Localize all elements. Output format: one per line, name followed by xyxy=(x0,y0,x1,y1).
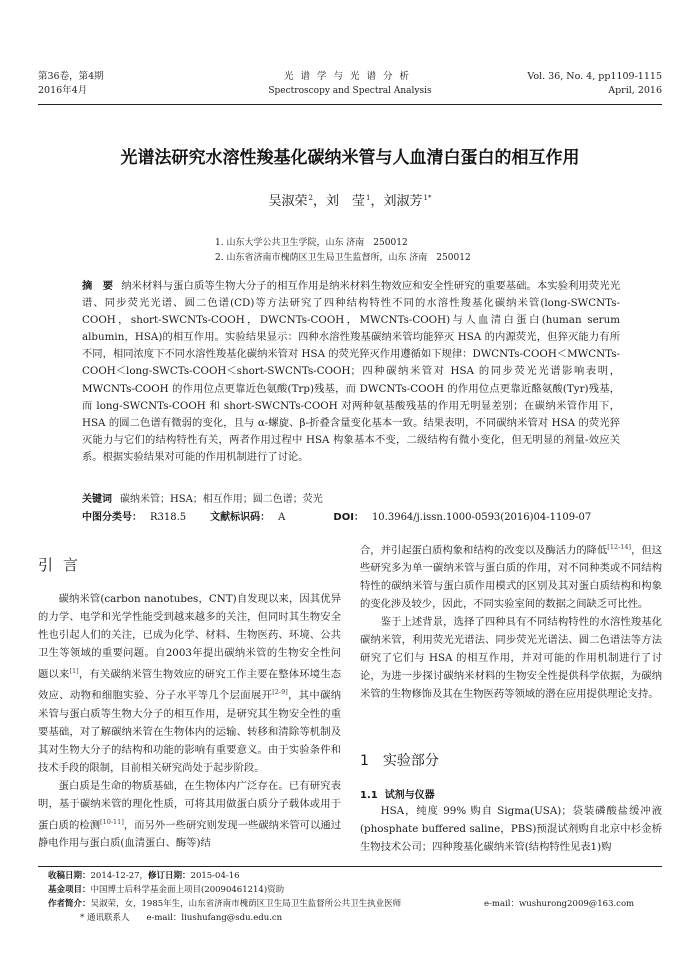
section-1-1-text-block xyxy=(360,802,662,856)
citation: [10-11] xyxy=(100,817,124,826)
journal-volume-info xyxy=(38,70,218,98)
classification-line xyxy=(82,508,662,523)
affiliation-2: 2. 山东省济南市槐荫区卫生局卫生监督所，山东 济南 250012 xyxy=(215,253,471,263)
subsection-1-1-heading xyxy=(360,786,435,801)
left-column xyxy=(38,590,341,852)
paper-title: 光谱法研究水溶性羧基化碳纳米管与人血清白蛋白的相互作用 xyxy=(120,148,580,168)
author-email[interactable]: e-mail：wushurong2009@163.com xyxy=(484,899,635,909)
volume-issue: 第36卷，第4期 xyxy=(38,71,104,82)
received-label: 收稿日期： xyxy=(48,871,91,881)
affiliation-1: 1. 山东大学公共卫生学院，山东 济南 250012 xyxy=(215,238,408,248)
intro-p2-end: ，而另外一些研究则发现一些碳纳米管可以通过静电作用与蛋白质(血清蛋白、酶等)结 xyxy=(38,819,342,850)
citation: [2-9] xyxy=(272,688,288,697)
author-separator: ， xyxy=(312,194,326,209)
intro-paragraph-2 xyxy=(38,777,341,852)
doi-label: DOI： xyxy=(333,512,364,523)
journal-name-cn: 光谱学与光谱分析 xyxy=(283,71,416,82)
subsection-number: 1.1 xyxy=(360,790,378,801)
section-title: 实验部分 xyxy=(382,753,439,769)
bio-label: 作者简介： xyxy=(48,899,91,909)
author-name: 刘淑芳 xyxy=(383,194,423,209)
doi-value: 10.3964/j.issn.1000-0593(2016)04-1109-07 xyxy=(371,512,592,523)
intro-p2-text: 蛋白质是生命的物质基础，在生物体内广泛存在。已有研究表明，基于碳纳米管的理化性质，可将其用做蛋白质分子载体或用于蛋白质的检测 xyxy=(38,779,341,832)
doc-code-value: A xyxy=(278,512,286,523)
clc-value: R318.5 xyxy=(150,512,187,523)
section-1-1-text: HSA，纯度 99% 购自 Sigma(USA)；袋装磷酸盐缓冲液(phosphate buffered saline，PBS)预混试剂购自北京中杉金桥生物技术公司；四种羧基化碳纳米管(结构特性见表1)购 xyxy=(360,805,662,853)
clc-label: 中图分类号： xyxy=(82,512,142,523)
author-name: 刘 莹 xyxy=(326,194,366,209)
author-name: 吴淑荣 xyxy=(268,194,308,209)
abstract xyxy=(82,278,620,466)
keywords xyxy=(82,490,620,505)
keywords-label: 关键词 xyxy=(82,494,112,505)
author-affiliation-mark: 1 xyxy=(366,193,371,202)
intro-p1-mid: ，有关碳纳米管生物效应的研究工作主要在整体环境生态效应、动物和细胞实验、分子水平等几个层面展开 xyxy=(38,668,342,702)
footnote-fund xyxy=(48,884,668,897)
section-number: 1 xyxy=(360,753,369,769)
subsection-title: 试剂与仪器 xyxy=(384,790,435,801)
intro-p1-end: ，其中碳纳米管与蛋白质等生物大分子的相互作用，是研究其生物安全性的重要基础，对了解碳纳米管在生物体内的运输、转移和清除等机制及其对生物大分子的结构和功能的影响有重要意义。由于实验条件和技术手段的限制，目前相关研究尚处于起步阶段。 xyxy=(38,689,342,774)
footnote-divider xyxy=(38,866,662,867)
fund-value: 中国博士后科学基金面上项目(20090461214)资助 xyxy=(90,885,285,895)
author-affiliation-mark: 2 xyxy=(308,193,313,202)
abstract-text: 纳米材料与蛋白质等生物大分子的相互作用是纳米材料生物效应和安全性研究的重要基础。本实验利用荧光光谱、同步荧光光谱、圆二色谱(CD)等方法研究了四种结构特性不同的水溶性羧基化碳纳米管(long-SWCNTs-COOH，short-SWCNTs-COOH，DWCNTs-COOH，MWCNTs-COOH)与人血清白蛋白(human serum albumin，HSA)的相互作用。实验结果显示：四种水溶性羧基碳纳米管均能猝灭 HSA 的内源荧光，但猝灭能力有所不同，相同浓度下不同水溶性羧基化碳纳米管对 HSA 的荧光猝灭作用遵循如下规律：DWCNTs-COOH＜MWCNTs-COOH＜long-SWCTs-COOH＜short-SWCNTs-COOH；四种碳纳米管对 HSA 的同步荧光光谱影响表明，MWCNTs-COOH 的作用位点更靠近色氨酸(Trp)残基，而 DWCNTs-COOH 的作用位点更靠近酪氨酸(Tyr)残基，而 long-SWCNTs-COOH 和 short-SWCNTs-COOH 对两种氨基酸残基的作用无明显差别；在碳纳米管作用下，HSA 的圆二色谱有微弱的变化，且与 α-螺旋、β-折叠含量变化基本一致。结果表明，不同碳纳米管对 HSA 的荧光猝灭能力与它们的结构特性有关，两者作用过程中 HSA 构象基本不变，二级结构有微小变化，但无明显的剂量-效应关系。根据实验结果对可能的作用机制进行了讨论。 xyxy=(82,280,621,463)
doc-code-label: 文献标识码： xyxy=(210,512,271,523)
citation: [1] xyxy=(69,667,79,675)
author-affiliation-mark: 1* xyxy=(423,193,432,202)
footnote-corresponding: * 通讯联系人 e-mail：liushufang@sdu.edu.cn xyxy=(80,913,283,923)
intro-r1-text: 合，并引起蛋白质构象和结构的改变以及酶活力的降低 xyxy=(360,544,608,557)
author-list xyxy=(38,190,662,209)
revised-label: 修订日期： xyxy=(148,871,191,881)
intro-paragraph-2-cont xyxy=(360,538,662,613)
issue-date-en: April, 2016 xyxy=(608,85,662,96)
fund-label: 基金项目： xyxy=(48,885,91,895)
intro-heading: 引言 xyxy=(38,556,89,574)
intro-p1-text: 碳纳米管(carbon nanotubes，CNT)自发现以来，因其优异的力学、电学和光学性能受到越来越多的关注，但同时其生物安全性也引起人们的关注，已成为化学、材料、生物医药、环境、公共卫生等领域的重要问题。自2003年提出碳纳米管的生物安全性问题以来 xyxy=(38,593,341,681)
right-column xyxy=(360,538,662,703)
keywords-text: 碳纳米管；HSA；相互作用；圆二色谱；荧光 xyxy=(120,494,323,505)
volume-pages: Vol. 36, No. 4, pp1109-1115 xyxy=(527,71,662,82)
bio-value: 吴淑荣，女，1985年生，山东省济南市槐荫区卫生局卫生监督所公共卫生执业医师 xyxy=(90,899,402,909)
intro-paragraph-3: 鉴于上述背景，选择了四种具有不同结构特性的水溶性羧基化碳纳米管，利用荧光光谱法、同步荧光光谱法、圆二色谱法等方法研究了它们与 HSA 的相互作用，并对可能的作用机制进行了讨论，为进一步探讨碳纳米材料的生物安全性提供科学依据，为碳纳米管的生物修饰及其在生物医药等领域的潜在应用提供理论支持。 xyxy=(360,616,662,701)
abstract-label: 摘 要 xyxy=(82,280,114,292)
journal-volume-info-en xyxy=(470,70,662,98)
citation: [12-14] xyxy=(607,543,632,551)
footnote-dates xyxy=(48,870,668,883)
issue-date: 2016年4月 xyxy=(38,85,88,96)
author-separator: ， xyxy=(370,194,384,209)
intro-r1-end: ，但这些研究多为单一碳纳米管与蛋白质的作用，对不同种类或不同结构特性的碳纳米管与蛋白质作用模式的区别及其对蛋白质结构和构象的变化涉及较少，因此，不同实验室间的数据之间缺乏可比性。 xyxy=(360,544,663,611)
journal-name-en: Spectroscopy and Spectral Analysis xyxy=(268,86,432,96)
header-divider xyxy=(38,104,662,105)
section-1-heading xyxy=(360,750,439,770)
footnote-author-bio xyxy=(48,898,668,911)
revised-date: 2015-04-16 xyxy=(190,871,240,881)
received-date: 2014-12-27， xyxy=(90,871,149,881)
intro-paragraph-1 xyxy=(38,590,341,777)
journal-name xyxy=(200,70,500,98)
